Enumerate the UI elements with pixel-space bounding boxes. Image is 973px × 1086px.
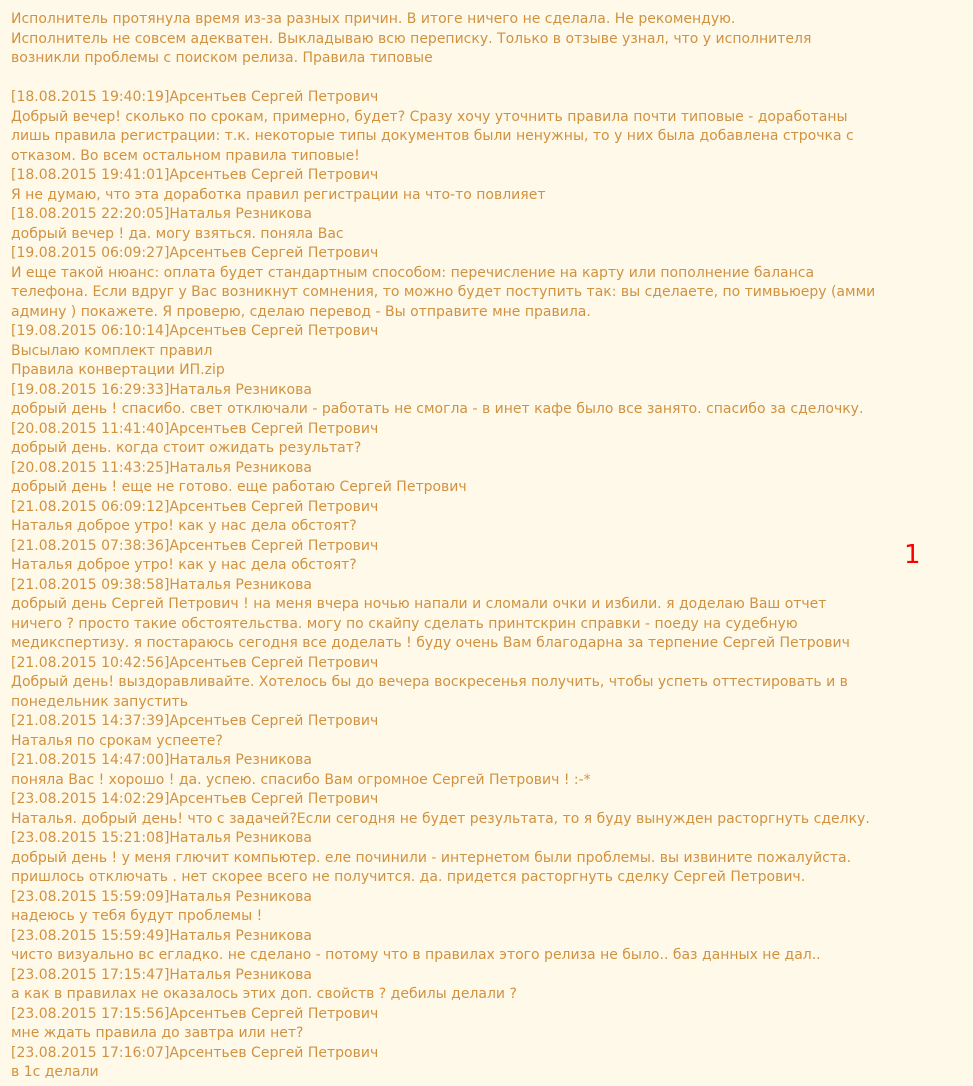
message-header: [23.08.2015 17:16:07]Арсентьев Сергей Петрович [11,1044,379,1061]
chat-message [11,829,861,888]
intro-line: Исполнитель не совсем адекватен. Выкладываю всю переписку. Только в отзыве узнал, что у исполнителя [11,30,812,47]
message-text: поняла Вас ! хорошо ! да. успею. спасибо Вам огромное Сергей Петрович ! :-* [11,771,591,788]
message-header: [23.08.2015 15:59:09]Наталья Резникова [11,888,312,905]
message-text: добрый день Сергей Петрович ! на меня вчера ночью напали и сломали очки и избили. я доделаю Ваш отчет [11,596,827,612]
attachment-filename: Правила конвертации ИП.zip [11,362,225,378]
message-text: админу ) покажете. Я проверю, сделаю перевод - Вы отправите мне правила. [11,303,591,320]
message-header: [20.08.2015 11:41:40]Арсентьев Сергей Петрович [11,420,379,437]
message-text: добрый вечер ! да. могу взяться. поняла Вас [11,225,344,242]
message-header: [18.08.2015 19:41:01]Арсентьев Сергей Петрович [11,167,379,183]
message-text: ничего ? просто такие обстоятельства. могу по скайпу сделать принтскрин справки - поеду на судебную [11,615,798,632]
intro-line: Исполнитель протянула время из-за разных причин. В итоге ничего не сделала. Не рекомендую. [11,11,736,27]
message-header: [21.08.2015 10:42:56]Арсентьев Сергей Петрович [11,654,379,671]
chat-message [11,88,861,166]
message-text: добрый день ! еще не готово. еще работаю Сергей Петрович [11,479,467,495]
message-header: [21.08.2015 09:38:58]Наталья Резникова [11,576,312,593]
chat-message [11,576,861,654]
message-header: [23.08.2015 15:21:08]Наталья Резникова [11,830,312,846]
message-text: понедельник запустить [11,693,188,710]
message-header: [19.08.2015 16:29:33]Наталья Резникова [11,381,312,398]
chat-message [11,322,861,381]
message-text: добрый день ! у меня глючит компьютер. еле починили - интернетом были проблемы. вы извините пожалуйста. [11,849,852,866]
chat-message [11,1005,861,1044]
chat-message [11,751,861,790]
review-intro [11,10,861,69]
chat-message [11,712,861,751]
chat-message [11,888,861,927]
chat-message [11,790,870,829]
message-text: добрый день ! спасибо. свет отключали - работать не смогла - в инет кафе было все занято. спасибо за сделочку. [11,401,864,417]
message-text: пришлось отключать . нет скорее всего не получится. да. придется расторгнуть сделку Сергей Петрович. [11,869,806,885]
message-text: надеюсь у тебя будут проблемы ! [11,908,263,924]
message-header: [19.08.2015 06:10:14]Арсентьев Сергей Петрович [11,323,379,339]
message-text: в 1с делали [11,1064,99,1080]
message-text: Наталья по срокам успеете? [11,732,223,749]
message-text: Наталья. добрый день! что с задачей?Если сегодня не будет результата, то я буду вынужден расторгнуть сделку. [11,810,870,827]
chat-message [11,381,864,420]
chat-message [11,966,861,1005]
message-text: Добрый вечер! сколько по срокам, примерно, будет? Сразу хочу уточнить правила почти типовые - доработаны [11,108,848,125]
chat-message [11,537,861,576]
message-header: [21.08.2015 06:09:12]Арсентьев Сергей Петрович [11,498,379,515]
message-text: мне ждать правила до завтра или нет? [11,1025,304,1041]
chat-transcript [11,10,876,1083]
message-text: Наталья доброе утро! как у нас дела обстоят? [11,557,357,573]
message-text: И еще такой нюанс: оплата будет стандартным способом: перечисление на карту или пополнение баланса [11,264,815,281]
message-text: лишь правила регистрации: т.к. некоторые типы документов были ненужны, то у них была добавлена строчка с [11,128,854,144]
message-text: медикспертизу. я постараюсь сегодня все доделать ! буду очень Вам благодарна за терпение Сергей Петрович [11,635,850,651]
message-header: [18.08.2015 19:40:19]Арсентьев Сергей Петрович [11,89,379,105]
chat-message [11,498,861,537]
message-text: Добрый день! выздоравливайте. Хотелось бы до вечера воскресенья получить, чтобы успеть оттестировать и в [11,674,848,690]
page-number: 1 [904,540,921,570]
message-text: чисто визуально вс егладко. не сделано - потому что в правилах этого релиза не было.. баз данных не дал.. [11,947,821,963]
chat-message [11,927,861,966]
message-list [11,88,876,1083]
message-header: [20.08.2015 11:43:25]Наталья Резникова [11,459,312,476]
chat-message [11,244,876,322]
message-header: [23.08.2015 15:59:49]Наталья Резникова [11,927,312,944]
message-header: [23.08.2015 17:15:47]Наталья Резникова [11,966,312,983]
message-text: а как в правилах не оказалось этих доп. свойств ? дебилы делали ? [11,986,517,1002]
message-header: [19.08.2015 06:09:27]Арсентьев Сергей Петрович [11,245,379,261]
chat-message [11,654,861,713]
message-text: телефона. Если вдруг у Вас возникнут сомнения, то можно будет поступить так: вы сделаете, по тимвьюеру (амми [11,284,876,300]
chat-message [11,459,861,498]
message-header: [21.08.2015 14:37:39]Арсентьев Сергей Петрович [11,713,379,729]
message-text: отказом. Во всем остальном правила типовые! [11,147,360,164]
message-header: [18.08.2015 22:20:05]Наталья Резникова [11,206,312,222]
chat-message [11,166,861,205]
message-header: [21.08.2015 14:47:00]Наталья Резникова [11,752,312,768]
message-header: [23.08.2015 17:15:56]Арсентьев Сергей Петрович [11,1005,379,1022]
blank-line [11,69,861,89]
message-text: добрый день. когда стоит ожидать результат? [11,440,362,456]
intro-line: возникли проблемы с поиском релиза. Правила типовые [11,50,433,66]
message-header: [21.08.2015 07:38:36]Арсентьев Сергей Петрович [11,537,379,554]
message-header: [23.08.2015 14:02:29]Арсентьев Сергей Петрович [11,791,379,807]
message-text: Я не думаю, что эта доработка правил регистрации на что-то повлияет [11,186,546,203]
chat-message [11,1044,861,1083]
message-text: Наталья доброе утро! как у нас дела обстоят? [11,518,357,534]
chat-message [11,205,861,244]
chat-message [11,420,861,459]
message-text: Высылаю комплект правил [11,342,213,359]
